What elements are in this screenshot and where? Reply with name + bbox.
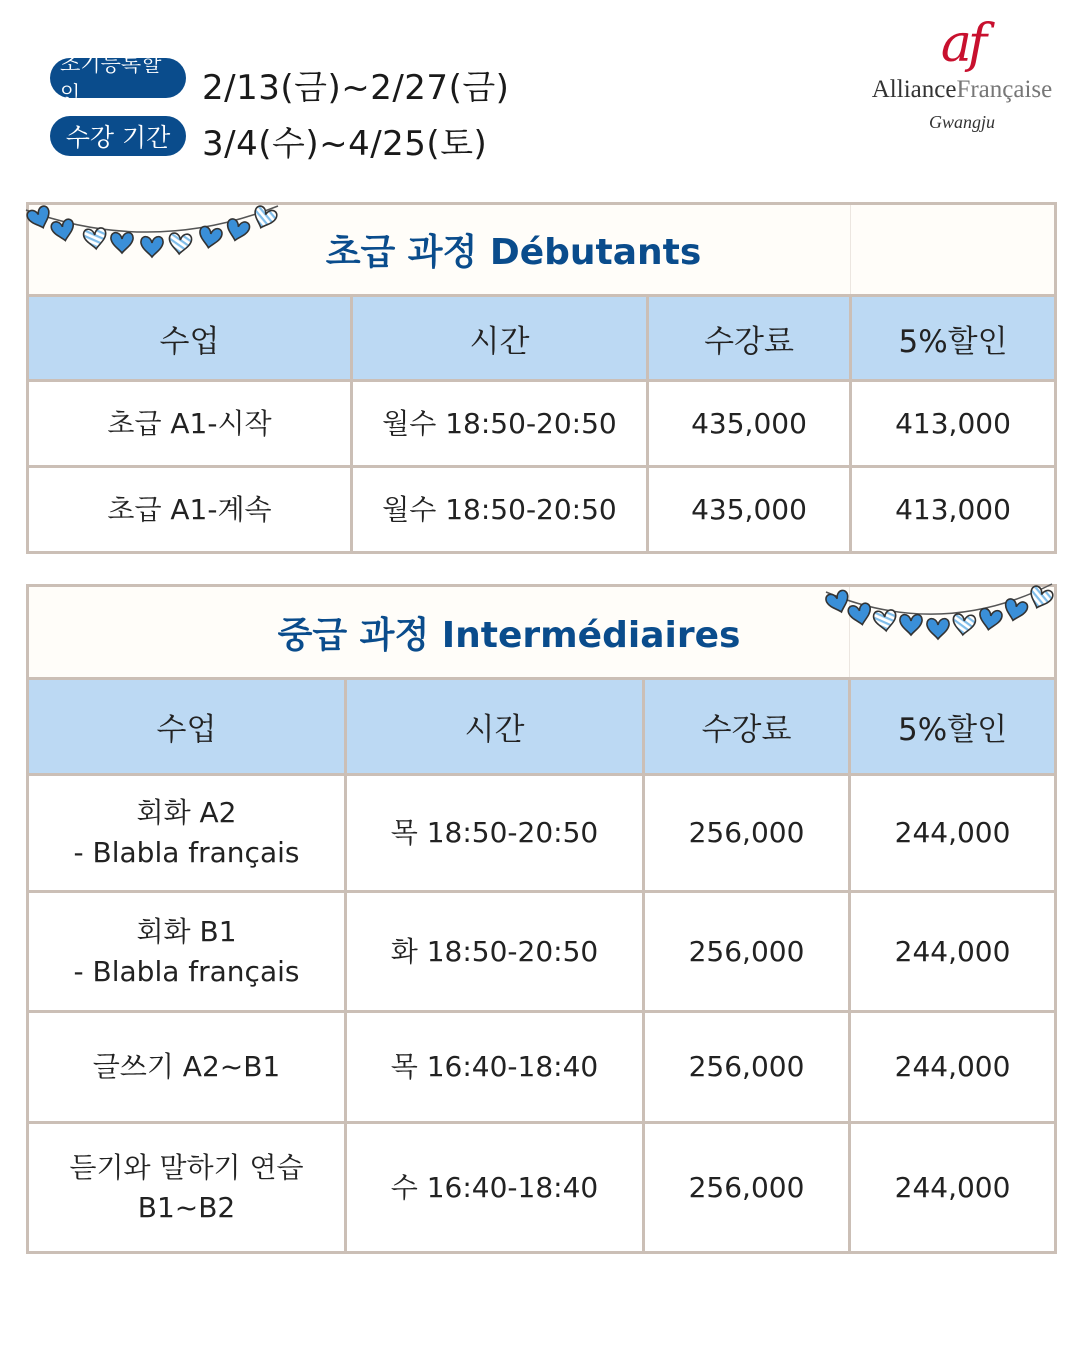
logo-name-alliance: Alliance	[871, 76, 957, 103]
alliance-francaise-logo	[862, 14, 1062, 133]
class-cell: 초급 A1-계속	[28, 467, 352, 553]
table-row	[28, 467, 1056, 553]
discount-cell: 244,000	[850, 1012, 1056, 1123]
class-cell	[28, 1012, 346, 1123]
time-cell: 목 18:50-20:50	[346, 775, 644, 892]
discount-cell: 413,000	[851, 467, 1056, 553]
class-name: 글쓰기 A2~B1	[92, 1050, 281, 1083]
header-time: 시간	[352, 296, 648, 381]
intermediate-table	[26, 584, 1057, 1254]
time-cell: 수 16:40-18:40	[346, 1123, 644, 1253]
course-period-dates: 3/4(수)~4/25(토)	[202, 124, 488, 164]
time-cell: 화 18:50-20:50	[346, 892, 644, 1012]
class-name: 회화 A2	[136, 796, 237, 829]
table-row	[28, 1012, 1056, 1123]
early-registration-dates: 2/13(금)~2/27(금)	[202, 68, 510, 108]
logo-city: Gwangju	[928, 112, 995, 132]
time-cell: 월수 18:50-20:50	[352, 381, 648, 467]
beginner-title: 초급 과정 Débutants	[325, 232, 702, 273]
class-cell	[28, 775, 346, 892]
fee-cell: 256,000	[644, 892, 850, 1012]
table-row	[28, 1123, 1056, 1253]
header-class: 수업	[28, 679, 346, 775]
fee-cell: 435,000	[648, 381, 851, 467]
header-fee: 수강료	[648, 296, 851, 381]
header-class: 수업	[28, 296, 352, 381]
table-row	[28, 775, 1056, 892]
class-name: 회화 B1	[136, 914, 237, 948]
intermediate-title-cell	[28, 586, 850, 679]
class-cell	[28, 1123, 346, 1253]
beginner-title-blank	[851, 204, 1056, 296]
class-cell: 초급 A1-시작	[28, 381, 352, 467]
fee-cell: 435,000	[648, 467, 851, 553]
logo-name-francaise: Française	[956, 76, 1053, 103]
header-fee: 수강료	[644, 679, 850, 775]
intermediate-title: 중급 과정 Intermédiaires	[277, 614, 741, 656]
table-row	[28, 381, 1056, 467]
time-cell: 목 16:40-18:40	[346, 1012, 644, 1123]
course-period-badge: 수강 기간	[50, 116, 186, 156]
discount-cell: 244,000	[850, 892, 1056, 1012]
fee-cell: 256,000	[644, 1123, 850, 1253]
fee-cell: 256,000	[644, 1012, 850, 1123]
heart-bunting-icon	[22, 196, 284, 268]
class-subtitle: B1~B2	[137, 1190, 236, 1224]
table-row	[28, 892, 1056, 1012]
fee-cell: 256,000	[644, 775, 850, 892]
class-cell	[28, 892, 346, 1012]
discount-cell: 413,000	[851, 381, 1056, 467]
header-discount: 5%할인	[851, 296, 1056, 381]
class-subtitle: - Blabla français	[73, 836, 300, 869]
discount-cell: 244,000	[850, 1123, 1056, 1253]
header-discount: 5%할인	[850, 679, 1056, 775]
class-name: 듣기와 말하기 연습	[69, 1150, 304, 1184]
heart-bunting-icon	[822, 578, 1058, 650]
header-time: 시간	[346, 679, 644, 775]
af-logo-mark: af	[940, 14, 984, 74]
beginner-header-row	[28, 296, 1056, 381]
early-registration-badge: 조기등록할인	[50, 58, 186, 98]
time-cell: 월수 18:50-20:50	[352, 467, 648, 553]
discount-cell: 244,000	[850, 775, 1056, 892]
intermediate-header-row	[28, 679, 1056, 775]
class-subtitle: - Blabla français	[73, 954, 300, 988]
logo-name	[862, 76, 1062, 104]
